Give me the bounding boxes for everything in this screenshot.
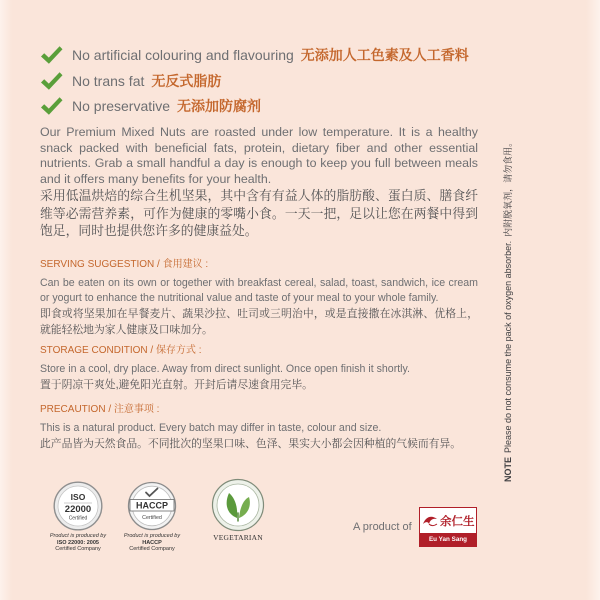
haccp-caption-line3: Certified Company — [129, 546, 175, 553]
iso-caption-line2: ISO 22000: 2005 — [57, 539, 99, 546]
claim-text-en: No artificial colouring and flavouring — [72, 47, 294, 63]
iso-caption — [38, 533, 118, 553]
haccp-caption — [112, 533, 192, 553]
iso-badge-line3: Certified — [68, 515, 88, 522]
claim-text-zh: 无添加防腐剂 — [177, 98, 262, 114]
claim-no-preservative — [40, 95, 490, 117]
precaution-section — [40, 403, 478, 452]
claim-text-en: No trans fat — [72, 72, 145, 89]
haccp-badge — [124, 481, 180, 531]
iso-badge-line2: 22000 — [64, 504, 92, 515]
intro-paragraph-zh: 采用低温烘焙的综合生机坚果，其中含有有益人体的脂肪酸、蛋白质、膳食纤维等必需营养素，可作为健康的零嘴小食。一天一把，足以让您在两餐中得到饱足，同时也提供您许多的健康益处。 — [40, 188, 478, 238]
checkmark-icon — [40, 71, 63, 91]
note-text-zh: 内附脱氧剂，请勿食用。 — [503, 137, 513, 237]
claim-no-artificial — [40, 44, 490, 66]
haccp-caption-line2: HACCP — [142, 539, 162, 546]
vegetarian-badge — [211, 478, 265, 532]
brand-name-en: Eu Yan Sang — [420, 533, 476, 546]
left-edge-shade — [0, 0, 12, 600]
section-text-en: This is a natural product. Every batch may differ in taste, colour and size. — [40, 421, 382, 434]
iso-22000-badge — [53, 481, 103, 531]
claim-no-trans-fat — [40, 70, 490, 92]
haccp-badge-line2: Certified — [142, 515, 162, 521]
oxygen-absorber-note — [501, 132, 515, 482]
eu-yan-sang-logo — [419, 507, 477, 547]
bird-ornament-icon — [422, 513, 439, 528]
brand-prefix: A product of — [353, 521, 412, 533]
iso-badge-line1: ISO — [70, 492, 86, 502]
brand-logo-top — [420, 508, 476, 533]
section-text-en: Can be eaten on its own or together with breakfast cereal, salad, toast, sandwich, ice cream or yogurt to enhance the nutritional value and taste of your meal to your whole family. — [40, 276, 478, 304]
haccp-caption-line1: Product is produced by — [123, 533, 181, 539]
iso-caption-line1: Product is produced by — [49, 533, 107, 539]
serving-suggestion-section — [40, 258, 478, 338]
claim-text-zh: 无反式脂肪 — [151, 72, 222, 89]
checkmark-icon — [40, 45, 63, 65]
section-text-zh: 置于阴凉干爽处,避免阳光直射。开封后请尽速食用完毕。 — [40, 378, 313, 391]
section-text-en: Store in a cool, dry place. Away from direct sunlight. Once open finish it shortly. — [40, 362, 410, 375]
section-text-zh: 即食或将坚果加在早餐麦片、蔬果沙拉、吐司或三明治中，或是直接撒在冰淇淋、优格上，就能轻松地为家人健康及口味加分。 — [40, 307, 478, 336]
section-text-zh: 此产品皆为天然食品。不同批次的坚果口味、色泽、果实大小都会因种植的气候而有异。 — [40, 437, 462, 450]
brand-name-zh: 余仁生 — [440, 515, 475, 528]
note-text-en: Please do not consume the pack of oxygen absorber. — [503, 240, 513, 453]
vegetarian-label: VEGETARIAN — [213, 533, 263, 542]
storage-condition-section — [40, 344, 478, 393]
claim-text-en: No preservative — [72, 98, 171, 114]
note-label: NOTE — [503, 456, 513, 482]
intro-paragraph-en: Our Premium Mixed Nuts are roasted under low temperature. It is a healthy snack packed with beneficial fats, protein, dietary fiber and other essential nutrients. Grab a small handful a day is enough to keep you full between meals and it offers many benefits for your health. — [40, 125, 478, 186]
section-heading: STORAGE CONDITION / 保存方式 : — [40, 345, 202, 356]
checkmark-icon — [40, 96, 63, 116]
claim-text-zh: 无添加人工色素及人工香料 — [300, 47, 469, 63]
right-edge-shade — [586, 0, 600, 600]
iso-caption-line3: Certified Company — [55, 546, 101, 553]
section-heading: SERVING SUGGESTION / 食用建议 : — [40, 259, 209, 270]
section-heading: PRECAUTION / 注意事项 : — [40, 404, 160, 415]
haccp-badge-line1: HACCP — [135, 500, 169, 511]
claims-list — [40, 44, 490, 121]
